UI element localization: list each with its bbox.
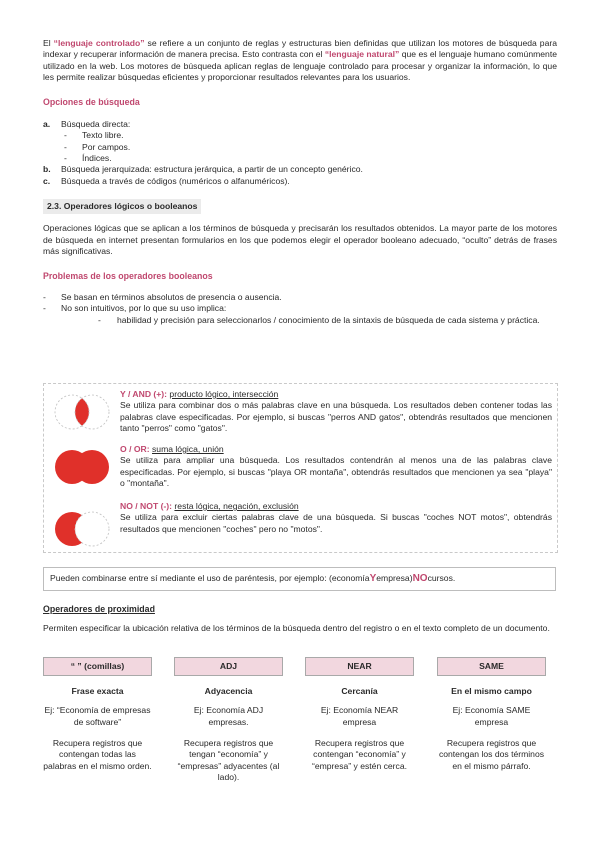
- operator-text: [120, 501, 552, 535]
- column-header: NEAR: [305, 657, 414, 676]
- list-item: - No son intuitivos, por lo que su uso implica:: [43, 303, 227, 314]
- operator-heading: Y / AND (+): producto lógico, intersección: [120, 389, 279, 399]
- column-example: Ej: Economía NEAR empresa: [320, 705, 399, 727]
- intro-paragraph: El “lenguaje controlado” se refiere a un conjunto de reglas y estructuras bien definidas que utilizan los motores de búsqueda para indexar y recuperar información de manera precisa. Esto contrasta con el “lenguaje natural” que es el lenguaje humano comúnmente utilizado en la web. Los motores de búsqueda aplican reglas de lenguaje controlado para procesar y organizar la información, lo que les permite realizar búsquedas eficientes y proporcionar resultados relevantes para los usuarios.: [43, 38, 557, 83]
- keyword-natural-language: “lenguaje natural”: [324, 49, 400, 60]
- column-header: ADJ: [174, 657, 283, 676]
- operator-description: Se utiliza para ampliar una búsqueda. Los resultados contendrán al menos una de las palabras clave especificadas. Por ejemplo, si buscas "playa OR montaña", obtendrás resultados que mencionen ya sea "playa" o "montaña".: [120, 455, 552, 489]
- proximity-heading: Operadores de proximidad: [43, 604, 155, 614]
- sub-list-item: - Texto libre.: [64, 130, 124, 141]
- column-description: Recupera registros que contengan todas las palabras en el mismo orden.: [43, 738, 152, 771]
- venn-intersection-icon: [49, 394, 115, 430]
- venn-union-icon: [49, 449, 115, 485]
- operator-text: [120, 389, 552, 434]
- column-name: Cercanía: [341, 686, 378, 696]
- section-heading: 2.3. Operadores lógicos o booleanos: [43, 199, 201, 214]
- proximity-column-quotes: [43, 657, 152, 772]
- list-item: a. Búsqueda directa:: [43, 118, 131, 129]
- section-paragraph: Operaciones lógicas que se aplican a los términos de búsqueda y precisarán los resultados obtenidos. La mayor parte de los motores de búsqueda en internet presentan formularios en los que podemos elegir el operador booleano adecuado, “oculto” detrás de frases más significativas.: [43, 223, 557, 257]
- column-description: Recupera registros que contengan los dos términos en el mismo párrafo.: [438, 738, 545, 771]
- column-description: Recupera registros que tengan “economía” y “empresas” adyacentes (al lado).: [177, 738, 280, 783]
- operator-heading: O / OR: suma lógica, unión: [120, 444, 224, 454]
- problems-list: [43, 292, 557, 326]
- sub-list-item: - Por campos.: [64, 141, 131, 152]
- search-options-heading: Opciones de búsqueda: [43, 97, 140, 108]
- proximity-column-same: [437, 657, 546, 772]
- proximity-column-adj: [174, 657, 283, 783]
- venn-difference-icon: [49, 511, 115, 547]
- combination-note: Pueden combinarse entre sí mediante el uso de paréntesis, por ejemplo: (economía Y empresa) NO cursos.: [43, 567, 556, 591]
- sub-list-item: - Índices.: [64, 153, 112, 164]
- column-header: SAME: [437, 657, 546, 676]
- operator-heading: NO / NOT (-): resta lógica, negación, exclusión: [120, 501, 299, 511]
- sub-list-item: - habilidad y precisión para seleccionarlos / conocimiento de la sintaxis de búsqueda de cada sistema y práctica.: [98, 314, 540, 325]
- column-description: Recupera registros que contengan “economía” y “empresa” y estén cerca.: [311, 738, 408, 771]
- operator-text: [120, 444, 552, 489]
- column-header: “ ” (comillas): [43, 657, 152, 676]
- page-content: [43, 38, 557, 326]
- column-name: Frase exacta: [71, 686, 124, 696]
- list-item: - Se basan en términos absolutos de presencia o ausencia.: [43, 292, 282, 303]
- list-item: c. Búsqueda a través de códigos (numéricos o alfanuméricos).: [43, 175, 290, 186]
- column-example: Ej: “Economía de empresas de software”: [44, 705, 151, 727]
- search-options-list: [43, 119, 557, 187]
- operator-description: Se utiliza para excluir ciertas palabras clave de una búsqueda. Si buscas "coches NOT motos", obtendrás resultados que mencionen "coches" pero no "motos".: [120, 512, 552, 534]
- problems-heading: Problemas de los operadores booleanos: [43, 271, 213, 282]
- column-name: En el mismo campo: [451, 686, 532, 696]
- boolean-operators-box: [43, 383, 558, 553]
- column-example: Ej: Economía SAME empresa: [452, 705, 531, 727]
- column-example: Ej: Economía ADJ empresas.: [193, 705, 264, 727]
- operator-description: Se utiliza para combinar dos o más palabras clave en una búsqueda. Los resultados deben contener todas las palabras clave especificadas. Por ejemplo, si buscas "perros AND gatos", obtendrás resultados que mencionen tanto "perros" como "gatos".: [120, 400, 552, 434]
- proximity-column-near: [305, 657, 414, 772]
- proximity-paragraph: Permiten especificar la ubicación relativa de los términos de la búsqueda dentro del registro o en el texto completo de un documento.: [43, 623, 550, 633]
- list-item: b. Búsqueda jerarquizada: estructura jerárquica, a partir de un concepto genérico.: [43, 164, 363, 175]
- column-name: Adyacencia: [204, 686, 253, 696]
- keyword-controlled-language: “lenguaje controlado”: [53, 38, 145, 48]
